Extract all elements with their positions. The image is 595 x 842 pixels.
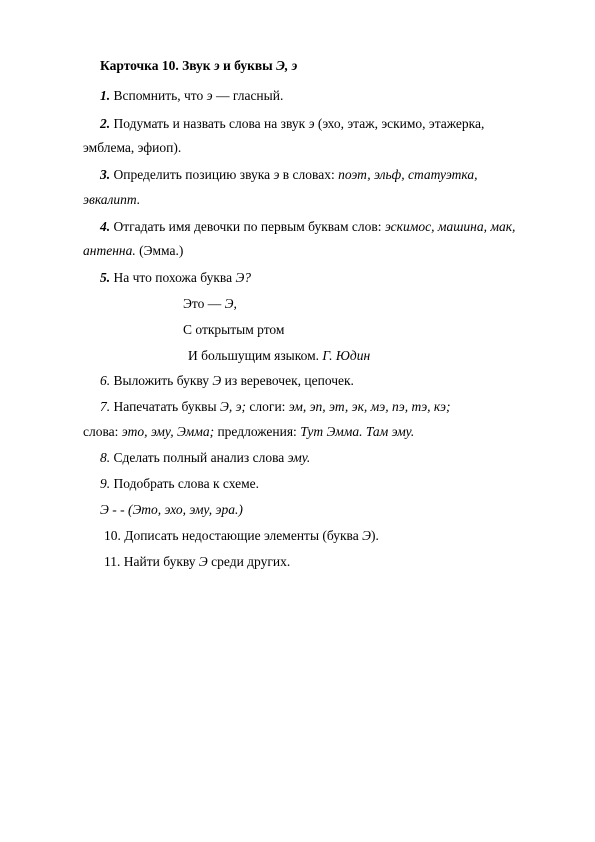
task-8 [100, 450, 310, 466]
task-text-2: (эхо, этаж, эскимо, этажерка, [314, 116, 485, 131]
task-text-2: предложения: [214, 424, 301, 439]
poem-text: И большущим языком. [188, 348, 323, 363]
task-1 [100, 88, 283, 104]
task-3 [100, 167, 478, 183]
task-letters: Э, э; [220, 399, 247, 414]
task-words: эскимос, машина, мак, [384, 219, 516, 234]
task-italic: Э [212, 373, 222, 388]
task-2-continuation: эмблема, эфиоп). [83, 140, 182, 155]
task-italic: Э [362, 528, 371, 543]
task-italic: э [308, 116, 315, 131]
poem-letter: Э, [224, 296, 237, 311]
poem-line-3 [188, 348, 370, 364]
task-syllables: эм, эп, эт, эк, мэ, пэ, тэ, кэ; [288, 399, 451, 414]
task-5 [100, 270, 251, 286]
card-title [100, 58, 297, 74]
task-words-2: антенна. [83, 243, 136, 258]
task-number: 8. [100, 450, 111, 465]
title-text-2: и буквы [219, 58, 277, 73]
task-text: 11. Найти букву [104, 554, 199, 569]
task-text: Подумать и назвать слова на звук [110, 116, 309, 131]
task-text-2: в словах: [279, 167, 339, 182]
task-answer: (Эмма.) [135, 243, 184, 258]
task-text: Сделать полный анализ слова [110, 450, 288, 465]
task-text-2: из веревочек, цепочек. [221, 373, 354, 388]
poem-text: Это — [183, 296, 225, 311]
scheme-line: Э - - (Это, эхо, эму, эра.) [100, 502, 243, 517]
task-9 [100, 476, 259, 492]
task-text: 10. Дописать недостающие элементы (буква [104, 528, 363, 543]
title-text: Карточка 10. Звук [100, 58, 214, 73]
task-number: 7. [100, 399, 111, 414]
task-text: Отгадать имя девочки по первым буквам слов: [110, 219, 385, 234]
task-4 [100, 219, 515, 235]
task-italic: э [206, 88, 213, 103]
task-text: слова: [83, 424, 122, 439]
poem-line-2: С открытым ртом [183, 322, 285, 337]
task-number: 2. [100, 116, 111, 131]
poem-author: Г. Юдин [322, 348, 371, 363]
task-italic: Э? [235, 270, 252, 285]
task-7-continuation [83, 424, 414, 440]
task-11 [104, 554, 290, 570]
task-text-2: ). [370, 528, 379, 543]
task-6 [100, 373, 354, 389]
task-text: Вспомнить, что [110, 88, 207, 103]
task-text: Выложить букву [110, 373, 213, 388]
task-words: это, эму, Эмма; [121, 424, 215, 439]
task-number: 1. [100, 88, 111, 103]
task-italic: Э [198, 554, 208, 569]
title-sound: э [213, 58, 220, 73]
task-number: 4. [100, 219, 111, 234]
task-number: 9. [100, 476, 111, 491]
task-sentences: Тут Эмма. Там эму. [300, 424, 415, 439]
task-2 [100, 116, 484, 132]
task-text: Определить позицию звука [110, 167, 274, 182]
task-text: На что похожа буква [110, 270, 236, 285]
task-text-2: — гласный. [212, 88, 284, 103]
task-7 [100, 399, 451, 415]
poem-line-1 [183, 296, 237, 312]
task-text: Подобрать слова к схеме. [110, 476, 260, 491]
task-3-continuation: эвкалипт. [83, 192, 141, 207]
task-text-2: слоги: [246, 399, 289, 414]
task-number: 3. [100, 167, 111, 182]
task-word: эму. [287, 450, 311, 465]
task-10 [104, 528, 379, 544]
task-number: 5. [100, 270, 111, 285]
title-letters: Э, э [276, 58, 298, 73]
task-text-2: среди других. [207, 554, 291, 569]
task-italic: э [273, 167, 280, 182]
task-number: 6. [100, 373, 111, 388]
task-text: Напечатать буквы [110, 399, 220, 414]
task-words: поэт, эльф, статуэтка, [338, 167, 478, 182]
task-4-continuation [83, 243, 183, 259]
